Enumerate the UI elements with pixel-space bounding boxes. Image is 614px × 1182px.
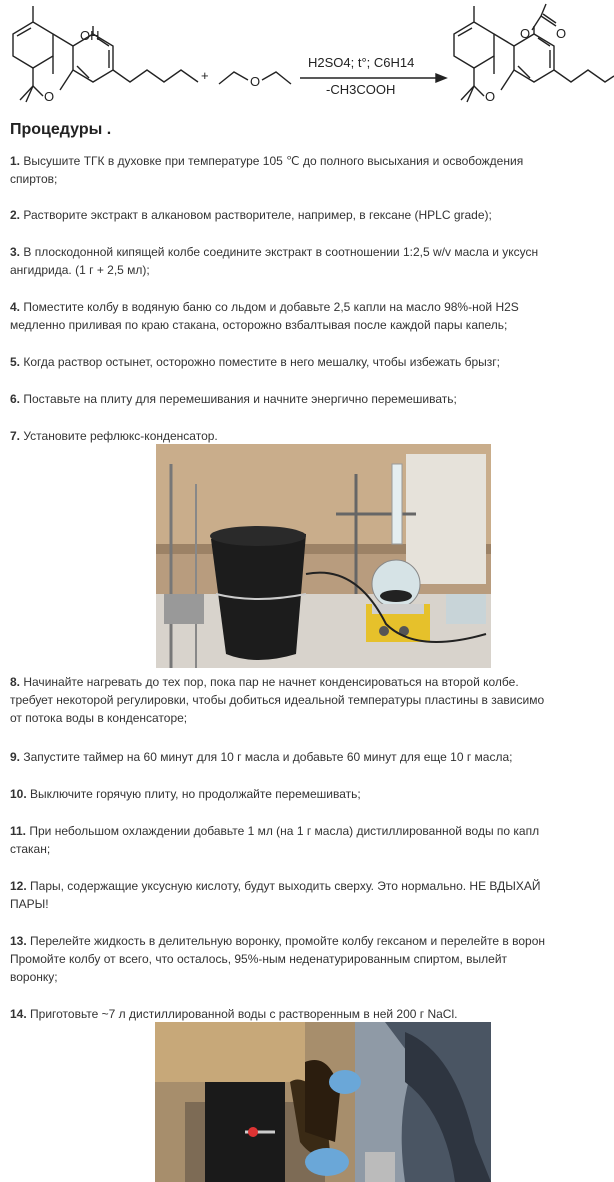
step-number: 10. — [10, 787, 27, 801]
product-ring-oxygen-label: O — [485, 89, 496, 104]
step-number: 6. — [10, 392, 21, 406]
ester-oxygen-label-2: O — [556, 26, 567, 41]
step-text: от потока воды в конденсаторе; — [10, 711, 188, 725]
step-text: Поместите колбу в водяную баню со льдом и добавьте 2,5 капли на масло 98%-ной H2S — [23, 300, 519, 314]
step-text: Когда раствор остынет, осторожно поместите в него мешалку, чтобы избежать брызг; — [23, 355, 500, 369]
step-text: Растворите экстракт в алкановом растворителе, например, в гексане (HPLC grade); — [23, 208, 492, 222]
step-11 — [10, 822, 614, 858]
step-text: Начинайте нагревать до тех пор, пока пар не начнет конденсироваться на второй колбе. — [23, 675, 519, 689]
step-number: 8. — [10, 675, 21, 689]
step-text: медленно приливая по краю стакана, осторожно взбалтывая после каждой пары капель; — [10, 318, 508, 332]
step-6 — [10, 390, 614, 408]
step-10 — [10, 785, 614, 803]
step-number: 12. — [10, 879, 27, 893]
step-text: ПАРЫ! — [10, 897, 49, 911]
step-number: 5. — [10, 355, 21, 369]
step-13 — [10, 932, 614, 986]
step-number: 14. — [10, 1007, 27, 1021]
step-number: 1. — [10, 154, 21, 168]
step-text: В плоскодонной кипящей колбе соедините экстракт в соотношении 1:2,5 w/v масла и уксусн — [23, 245, 539, 259]
step-1 — [10, 152, 614, 188]
step-text: требует некоторой регулировки, чтобы добиться идеальной температуры пластины в зависимо — [10, 693, 545, 707]
ring-oxygen-label: O — [44, 89, 55, 104]
step-number: 4. — [10, 300, 21, 314]
step-text: Поставьте на плиту для перемешивания и начните энергично перемешивать; — [23, 392, 457, 406]
reaction-conditions-below: -CH3COOH — [326, 82, 396, 97]
step-text: Установите рефлюкс-конденсатор. — [23, 429, 218, 443]
step-text: Пары, содержащие уксусную кислоту, будут выходить сверху. Это нормально. НЕ ВДЫХАЙ — [30, 879, 541, 893]
step-text: Приготовьте ~7 л дистиллированной воды с растворенным в ней 200 г NaCl. — [30, 1007, 458, 1021]
reaction-scheme-drawing — [0, 0, 614, 115]
step-8 — [10, 673, 614, 727]
hydroxyl-label: OH — [80, 28, 100, 43]
step-7 — [10, 427, 614, 445]
step-12 — [10, 877, 614, 913]
separatory-funnel-photo — [155, 1022, 491, 1182]
step-text: воронку; — [10, 970, 58, 984]
ether-oxygen-label: O — [250, 74, 261, 89]
step-number: 11. — [10, 824, 27, 838]
step-text: Запустите таймер на 60 минут для 10 г масла и добавьте 60 минут для еще 10 г масла; — [23, 750, 513, 764]
step-text: Выключите горячую плиту, но продолжайте перемешивать; — [30, 787, 361, 801]
step-text: Высушите ТГК в духовке при температуре 105 ℃ до полного высыхания и освобождения — [23, 154, 524, 168]
step-text: При небольшом охлаждении добавьте 1 мл (на 1 г масла) дистиллированной воды по капл — [29, 824, 540, 838]
reaction-scheme — [0, 0, 614, 115]
step-3 — [10, 243, 614, 279]
step-4 — [10, 298, 614, 334]
reflux-setup-photo — [156, 444, 491, 668]
step-number: 13. — [10, 934, 27, 948]
ester-oxygen-label-1: O — [520, 26, 531, 41]
step-text: спиртов; — [10, 172, 58, 186]
step-text: ангидрида. (1 г + 2,5 мл); — [10, 263, 150, 277]
procedures-heading: Процедуры . — [10, 121, 112, 138]
step-text: Перелейте жидкость в делительную воронку, промойте колбу гексаном и перелейте в ворон — [30, 934, 545, 948]
step-text: Промойте колбу от всего, что осталось, 95%-ным неденатурированным спиртом, вылейт — [10, 952, 508, 966]
step-number: 9. — [10, 750, 21, 764]
reaction-conditions-above: H2SO4; t°; C6H14 — [308, 55, 415, 70]
step-5 — [10, 353, 614, 371]
step-2 — [10, 206, 614, 224]
step-number: 2. — [10, 208, 21, 222]
plus-sign: + — [201, 68, 209, 83]
step-number: 3. — [10, 245, 21, 259]
step-14 — [10, 1005, 614, 1023]
step-9 — [10, 748, 614, 766]
step-text: стакан; — [10, 842, 51, 856]
step-number: 7. — [10, 429, 21, 443]
